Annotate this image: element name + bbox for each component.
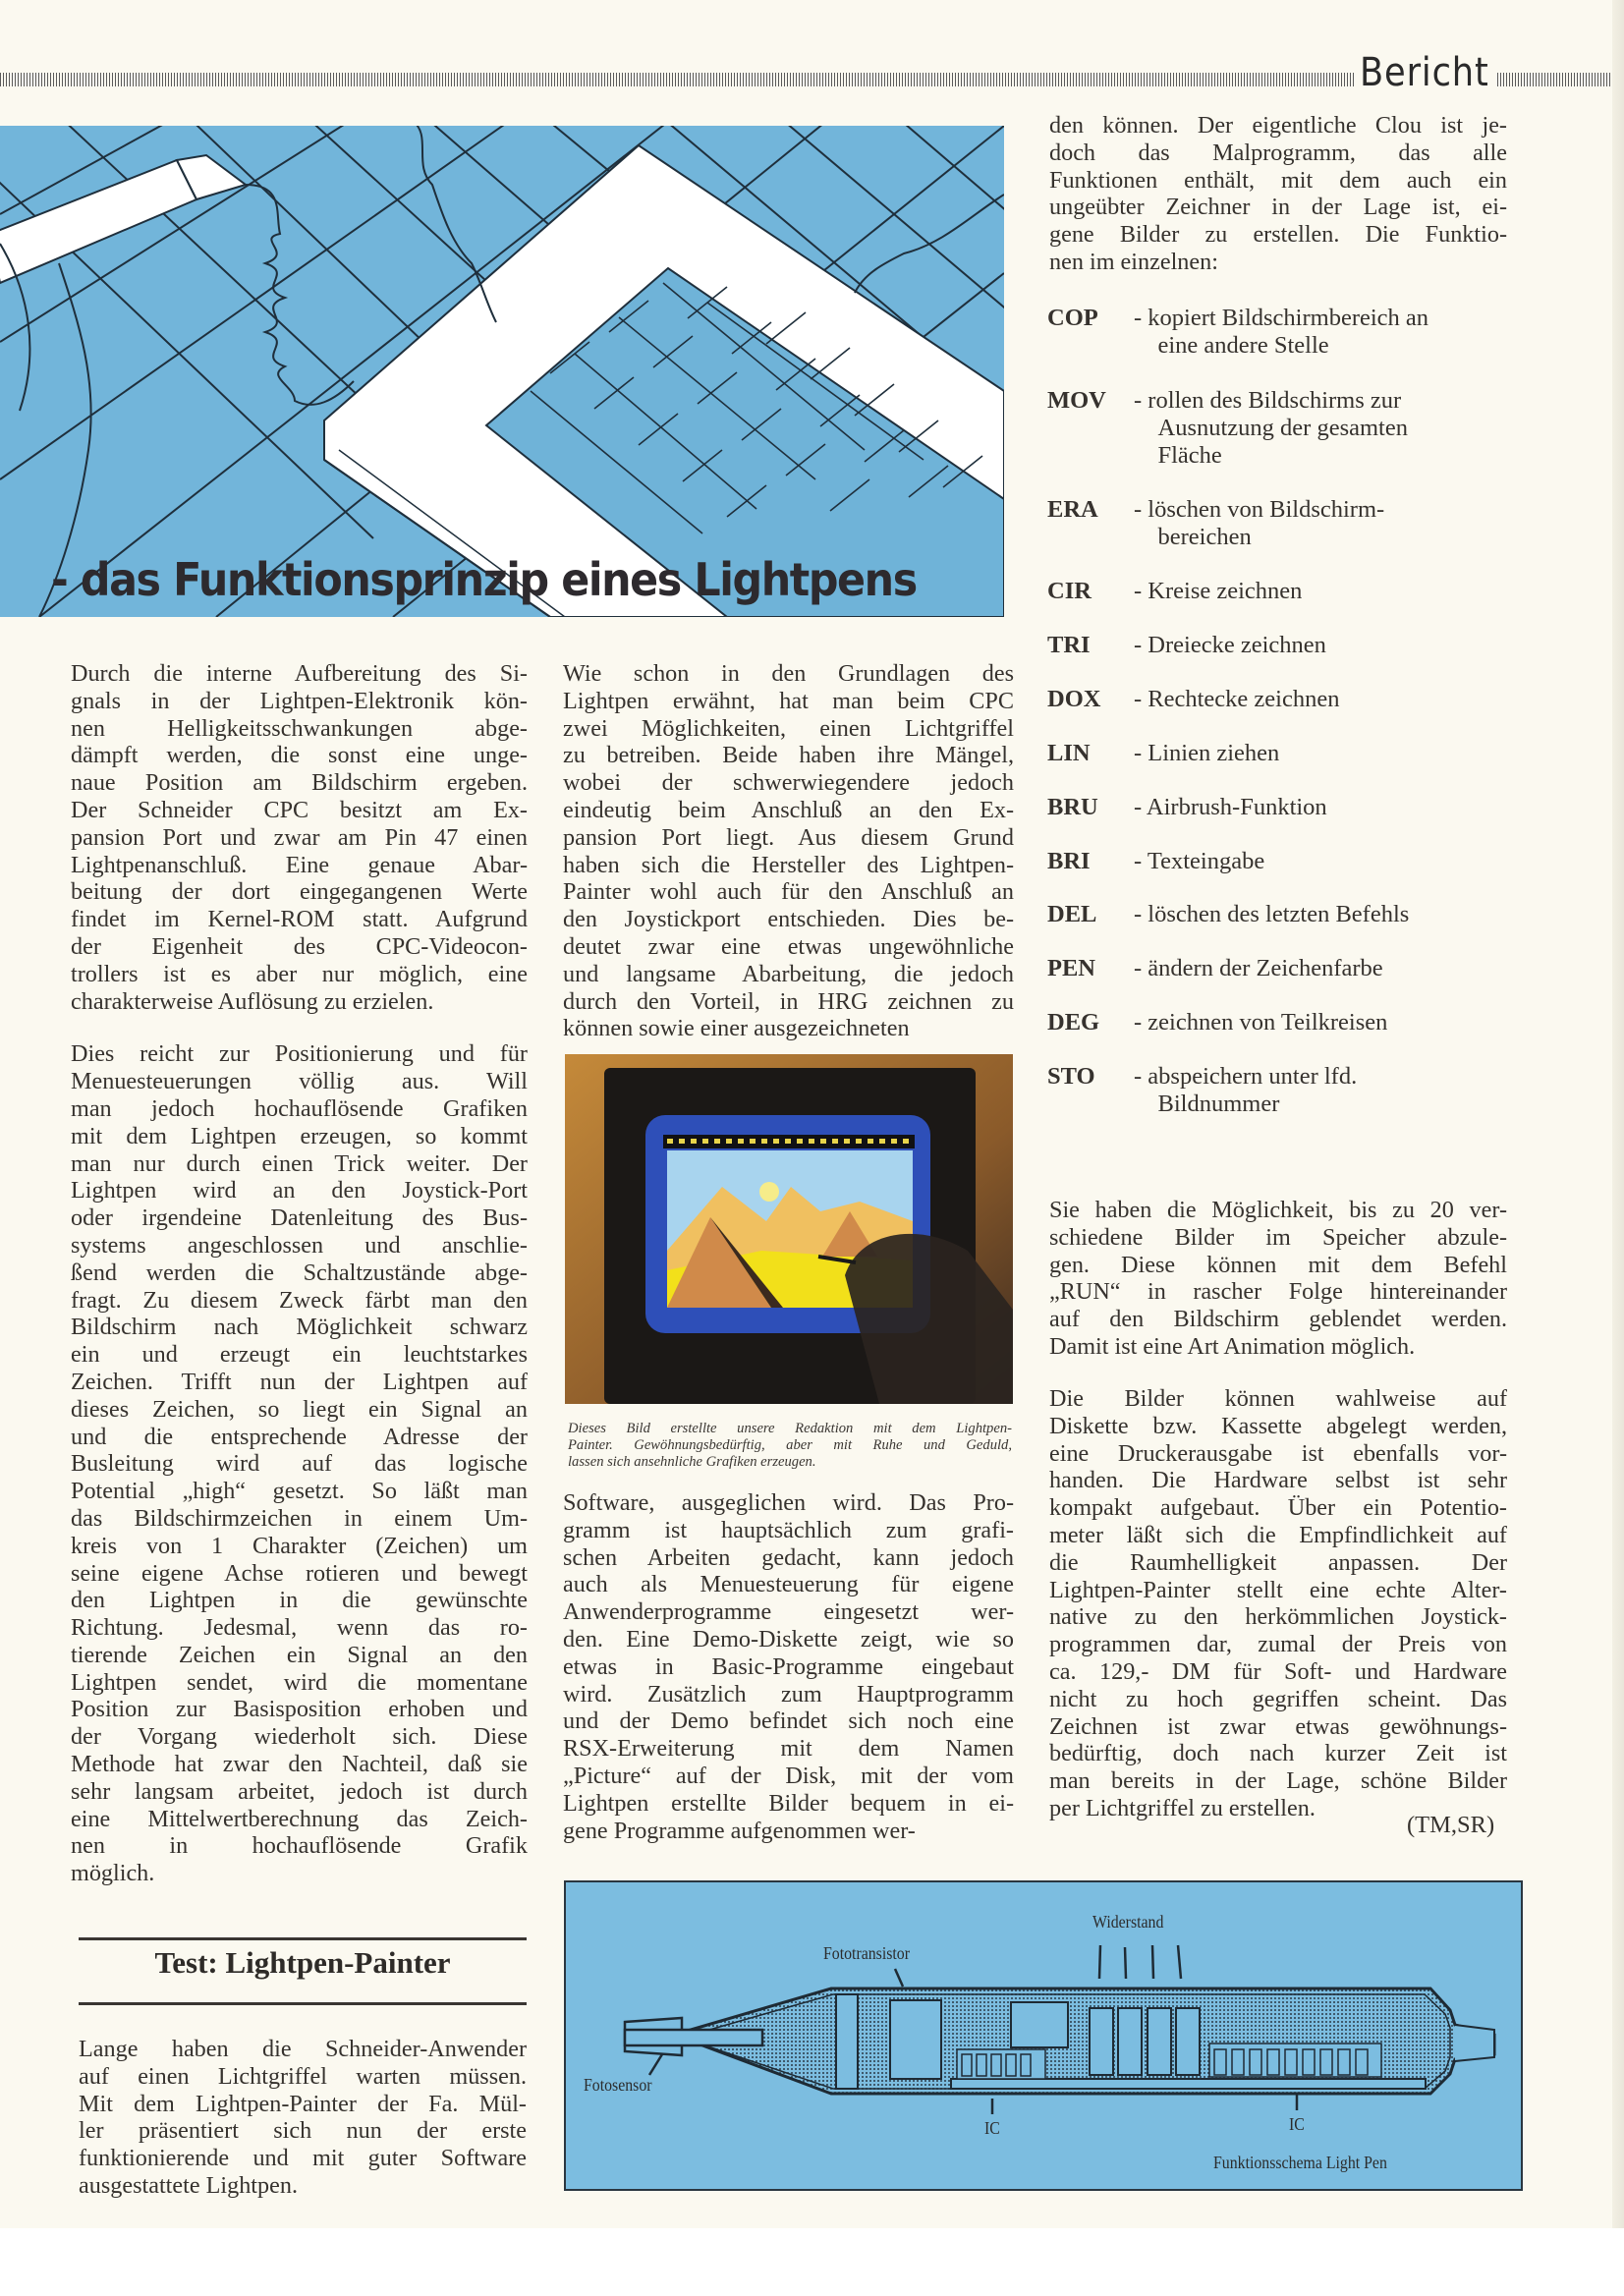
function-description-line: - Dreiecke zeichnen [1134, 632, 1326, 658]
test-box-bottom-rule [79, 2002, 527, 2005]
text-line: Methode hat zwar den Nachteil, daß sie [71, 1751, 528, 1778]
text-line: gramm ist hauptsächlich zum grafi- [563, 1516, 1014, 1543]
text-line: bedürftig, doch nach kurzer Zeit ist [1049, 1740, 1507, 1767]
header-rule-left [0, 73, 1354, 86]
text-line: Diskette bzw. Kassette abgelegt werden, [1049, 1412, 1507, 1439]
lightpen-diagram [564, 1880, 1523, 2191]
label-widerstand: Widerstand [1092, 1912, 1164, 1932]
text-line: beitung der dort eingegangenen Werte [71, 878, 528, 906]
text-line: und der Demo befindet sich noch eine [563, 1708, 1014, 1735]
function-description-line: Bildnummer [1134, 1091, 1280, 1117]
text-line: Software, ausgeglichen wird. Das Pro- [563, 1489, 1014, 1516]
text-line: findet im Kernel-ROM statt. Aufgrund [71, 906, 528, 933]
text-line: Lightpen erwähnt, hat man beim CPC [563, 687, 1014, 714]
left-paragraph-2 [71, 1040, 528, 1887]
text-line: und langsame Abarbeitung, die jedoch [563, 960, 1014, 987]
middle-column-bottom [563, 1489, 1014, 1844]
text-line: nicht zu hoch gegriffen scheint. Das [1049, 1685, 1507, 1712]
text-line: oder irgendeine Datenleitung des Bus- [71, 1204, 528, 1232]
function-description [1134, 794, 1327, 821]
middle-paragraph-2 [563, 1489, 1014, 1844]
function-description [1134, 955, 1383, 982]
test-box-paragraph [79, 2036, 527, 2200]
text-line: wobei der schwerwiegendere jedoch [563, 769, 1014, 797]
function-code: LIN [1047, 740, 1091, 766]
text-line: charakterweise Auflösung zu erzielen. [71, 987, 434, 1015]
text-line: Der Schneider CPC besitzt am Ex- [71, 796, 528, 823]
text-line: schen Arbeiten gedacht, kann jedoch [563, 1543, 1014, 1571]
middle-paragraph-1 [563, 660, 1014, 1042]
text-line: native zu den herkömmlichen Joystick- [1049, 1603, 1507, 1631]
monitor-photo [565, 1054, 1013, 1404]
function-code: ERA [1047, 496, 1098, 523]
text-line: Durch die interne Aufbereitung des Si- [71, 660, 528, 687]
section-label: Bericht [1360, 50, 1489, 95]
text-line: kreis von 1 Charakter (Zeichen) um [71, 1532, 528, 1559]
fototransistor-block [890, 2000, 941, 2079]
test-box-title: Test: Lightpen-Painter [154, 1945, 451, 1980]
function-description-line: Fläche [1134, 442, 1222, 469]
function-description-line: - Airbrush-Funktion [1134, 794, 1327, 820]
function-description-line: - kopiert Bildschirmbereich an [1134, 305, 1429, 331]
text-line: man nur durch einen Trick weiter. Der [71, 1149, 528, 1177]
function-description-line: - Linien ziehen [1134, 740, 1280, 766]
text-line: den Joystickport entschieden. Dies be- [563, 906, 1014, 933]
text-line: trollers ist es aber nur möglich, eine [71, 960, 528, 987]
text-line: fragt. Zu diesem Zweck färbt man den [71, 1286, 528, 1314]
text-line: ßend werden die Schaltzustände abge- [71, 1259, 528, 1286]
text-line: den Lightpen in die gewünschte [71, 1587, 528, 1614]
page-bottom-margin [0, 2228, 1624, 2296]
function-code: BRU [1047, 794, 1098, 820]
text-line: gen. Diese können mit dem Befehl [1049, 1251, 1507, 1278]
function-description [1134, 496, 1384, 551]
function-description [1134, 686, 1339, 713]
text-line: wird. Zusätzlich zum Hauptprogramm [563, 1680, 1014, 1708]
text-line: durch den Vorteil, in HRG zeichnen zu [563, 987, 1014, 1015]
text-line: Lightpenanschluß. Eine genaue Abar- [71, 851, 528, 878]
text-line: der Vorgang wiederholt sich. Diese [71, 1723, 528, 1751]
lightpen-schematic-icon [566, 1882, 1521, 2189]
text-line: Damit ist eine Art Animation möglich. [1049, 1332, 1416, 1360]
function-description-line: - löschen des letzten Befehls [1134, 901, 1410, 927]
function-code: STO [1047, 1063, 1095, 1090]
text-line: gene Bilder zu erstellen. Die Funktio- [1049, 221, 1507, 249]
label-ic-left: IC [984, 2118, 1000, 2138]
text-line: ler präsentiert sich nun der erste [79, 2117, 527, 2145]
function-description [1134, 1063, 1357, 1118]
label-fotosensor: Fotosensor [584, 2075, 652, 2095]
text-line: das Bildschirmzeichen in einem Um- [71, 1504, 528, 1532]
keyboard-and-lightpen-illustration [0, 126, 1004, 617]
function-description-line: - Kreise zeichnen [1134, 578, 1303, 604]
text-line: ca. 129,- DM für Soft- und Hardware [1049, 1657, 1507, 1685]
text-line: auch als Menuesteuerung für eigene [563, 1571, 1014, 1598]
text-line: Lange haben die Schneider-Anwender [79, 2036, 527, 2062]
test-box-body [79, 2036, 527, 2200]
text-line: auf den Bildschirm geblendet werden. [1049, 1306, 1507, 1333]
left-paragraph-1 [71, 660, 528, 1015]
text-line: deutet zwar eine etwas ungewöhnliche [563, 932, 1014, 960]
sun-icon [759, 1182, 779, 1202]
header-rule-right [1497, 73, 1612, 86]
text-line: Busleitung wird auf das logische [71, 1450, 528, 1478]
text-line: Sie haben die Möglichkeit, bis zu 20 ver- [1049, 1197, 1507, 1223]
right-column-intro [1049, 112, 1507, 276]
text-line: den können. Der eigentliche Clou ist je- [1049, 112, 1507, 139]
text-line: pansion Port und zwar am Pin 47 einen [71, 823, 528, 851]
function-description-line: - ändern der Zeichenfarbe [1134, 955, 1383, 981]
function-code: TRI [1047, 632, 1091, 658]
text-line: Potential „high“ gesetzt. So läßt man [71, 1478, 528, 1505]
banner-title: - das Funktionsprinzip eines Lightpens [51, 553, 917, 606]
text-line: funktionierende und mit guter Software [79, 2145, 527, 2172]
function-description [1134, 578, 1302, 605]
function-description [1134, 901, 1409, 928]
text-line: meter läßt sich die Empfindlichkeit auf [1049, 1521, 1507, 1548]
function-code: CIR [1047, 578, 1092, 604]
function-description-line: bereichen [1134, 524, 1252, 550]
text-line: schiedene Bilder im Speicher abzule- [1049, 1223, 1507, 1251]
text-line: dieses Zeichen, so liegt ein Signal an [71, 1395, 528, 1423]
right-column-paragraph-2 [1049, 1197, 1507, 1361]
text-line: die Raumhelligkeit anpassen. Der [1049, 1548, 1507, 1576]
text-line: Wie schon in den Grundlagen des [563, 660, 1014, 687]
text-line: Position zur Basisposition erhoben und [71, 1696, 528, 1723]
text-line: Lightpen sendet, wird die momentane [71, 1668, 528, 1696]
caption-lines [568, 1421, 1012, 1471]
monitor-pyramids-photo [565, 1054, 1013, 1404]
text-line: Mit dem Lightpen-Painter der Fa. Mül- [79, 2090, 527, 2117]
text-line: dämpft werden, die sonst eine unge- [71, 742, 528, 769]
text-line: Dieses Bild erstellte unsere Redaktion mit dem Lightpen- [568, 1421, 1012, 1436]
text-line: mit dem Lightpen erzeugen, so kommt [71, 1122, 528, 1149]
function-description-line: - Texteingabe [1134, 848, 1265, 874]
text-line: gene Programme aufgenommen wer- [563, 1817, 916, 1844]
text-line: der Eigenheit des CPC-Videocon- [71, 932, 528, 960]
left-column [71, 660, 528, 1887]
text-line: Menuesteuerungen völlig aus. Will [71, 1068, 528, 1095]
right-column-paragraph-3 [1049, 1385, 1507, 1822]
text-line: etwas in Basic-Programme eingebaut [563, 1652, 1014, 1680]
text-line: Bildschirm nach Möglichkeit schwarz [71, 1314, 528, 1341]
text-line: können sowie einer ausgezeichneten [563, 1015, 910, 1042]
text-line: den. Eine Demo-Diskette zeigt, wie so [563, 1625, 1014, 1652]
function-description-line: - abspeichern unter lfd. [1134, 1063, 1358, 1090]
text-line: kompakt aufgebaut. Über ein Potentio- [1049, 1494, 1507, 1522]
text-line: zwei Möglichkeiten, einen Lichtgriffel [563, 714, 1014, 742]
function-description-line: Ausnutzung der gesamten [1134, 415, 1408, 441]
light-channel [625, 2030, 762, 2045]
text-line: Funktionen enthält, mit dem auch ein [1049, 166, 1507, 194]
banner-illustration [0, 126, 1004, 617]
text-line: eine Mittelwertberechnung das Zeich- [71, 1805, 528, 1832]
text-line: seine eigene Achse rotieren und bewegt [71, 1559, 528, 1587]
text-line: gnals in der Lightpen-Elektronik kön- [71, 687, 528, 714]
right-paragraph-2 [1049, 1197, 1507, 1361]
cable-end [1455, 2025, 1494, 2061]
text-line: Painter wohl auch für den Anschluß an [563, 878, 1014, 906]
function-description [1134, 740, 1279, 767]
text-line: systems angeschlossen und anschlie- [71, 1231, 528, 1259]
text-line: nen im einzelnen: [1049, 248, 1218, 275]
circuit-board [951, 2079, 1426, 2089]
function-description-line: - rollen des Bildschirms zur [1134, 387, 1402, 414]
function-description-line: eine andere Stelle [1134, 332, 1329, 359]
text-line: eine Druckerausgabe ist ebenfalls vor- [1049, 1439, 1507, 1467]
text-line: haben sich die Hersteller des Lightpen- [563, 851, 1014, 878]
lens-disk [836, 1994, 858, 2089]
text-line: Lightpen wird an den Joystick-Port [71, 1177, 528, 1204]
ic-left-pins [957, 2049, 1045, 2079]
text-line: RSX-Erweiterung mit dem Namen [563, 1735, 1014, 1763]
text-line: Dies reicht zur Positionierung und für [71, 1040, 528, 1068]
diagram-title: Funktionsschema Light Pen [1213, 2153, 1387, 2172]
text-line: tierende Zeichen ein Signal an den [71, 1641, 528, 1668]
text-line: „RUN“ in rascher Folge hintereinander [1049, 1278, 1507, 1306]
text-line: Painter. Gewöhnungsbedürftig, aber mit Ruhe und Geduld, [568, 1437, 1012, 1453]
text-line: Richtung. Jedesmal, wenn das ro- [71, 1614, 528, 1642]
right-intro-paragraph [1049, 112, 1507, 276]
text-line: nen in hochauflösende Grafik [71, 1832, 528, 1860]
component-block [1011, 2002, 1068, 2047]
function-code: BRI [1047, 848, 1091, 874]
text-line: programmen dar, zumal der Preis von [1049, 1631, 1507, 1658]
function-description [1134, 305, 1428, 360]
function-description-line: - löschen von Bildschirm- [1134, 496, 1385, 523]
function-description-line: - Rechtecke zeichnen [1134, 686, 1340, 712]
text-line: auf einen Lichtgriffel warten müssen. [79, 2062, 527, 2090]
text-line: pansion Port liegt. Aus diesem Grund [563, 823, 1014, 851]
function-code: PEN [1047, 955, 1095, 981]
author-signature: (TM,SR) [1407, 1812, 1495, 1838]
text-line: man bereits in der Lage, schöne Bilder [1049, 1767, 1507, 1795]
function-code: DEL [1047, 901, 1097, 927]
function-description [1134, 848, 1264, 875]
function-code: COP [1047, 305, 1098, 331]
text-line: doch das Malprogramm, das alle [1049, 139, 1507, 166]
text-line: zu betreiben. Beide haben ihre Mängel, [563, 742, 1014, 769]
text-line: ein und erzeugt ein leuchtstarkes [71, 1341, 528, 1369]
text-line: naue Position am Bildschirm ergeben. [71, 769, 528, 797]
photo-caption [568, 1421, 1012, 1471]
text-line: per Lichtgriffel zu erstellen. [1049, 1794, 1316, 1821]
text-line: lassen sich ansehnliche Grafiken erzeugen. [568, 1454, 816, 1470]
function-code: MOV [1047, 387, 1106, 414]
function-description-line: - zeichnen von Teilkreisen [1134, 1009, 1388, 1036]
menu-bar-items [667, 1139, 909, 1144]
text-line: Zeichen. Trifft nun der Lightpen auf [71, 1368, 528, 1395]
text-line: ungeübter Zeichner in der Lage ist, ei- [1049, 194, 1507, 221]
text-line: „Picture“ auf der Disk, mit der vom [563, 1762, 1014, 1789]
text-line: und die entsprechende Adresse der [71, 1423, 528, 1450]
page-binding-shadow [1612, 0, 1624, 2228]
text-line: ausgestattete Lightpen. [79, 2171, 298, 2199]
text-line: man jedoch hochauflösende Grafiken [71, 1094, 528, 1122]
text-line: eindeutig beim Anschluß an den Ex- [563, 796, 1014, 823]
function-code: DEG [1047, 1009, 1100, 1036]
text-line: möglich. [71, 1860, 155, 1887]
text-line: Lightpen-Painter stellt eine echte Alter- [1049, 1576, 1507, 1603]
text-line: Anwenderprogramme eingesetzt wer- [563, 1598, 1014, 1626]
middle-column-top [563, 660, 1014, 1042]
function-description [1134, 387, 1408, 470]
text-line: Zeichnen ist zwar etwas gewöhnungs- [1049, 1712, 1507, 1740]
function-description [1134, 632, 1326, 659]
text-line: handen. Die Hardware selbst ist sehr [1049, 1467, 1507, 1494]
ic-right-pins [1209, 2044, 1381, 2077]
text-line: sehr langsam arbeitet, jedoch ist durch [71, 1777, 528, 1805]
function-code: DOX [1047, 686, 1101, 712]
label-fototransistor: Fototransistor [823, 1943, 911, 1963]
label-ic-right: IC [1289, 2114, 1305, 2134]
text-line: Die Bilder können wahlweise auf [1049, 1385, 1507, 1412]
text-line: Lightpen erstellte Bilder bequem in ei- [563, 1789, 1014, 1817]
text-line: nen Helligkeitsschwankungen abge- [71, 714, 528, 742]
right-paragraph-3 [1049, 1385, 1507, 1822]
test-box-top-rule [79, 1937, 527, 1940]
function-description [1134, 1009, 1387, 1036]
